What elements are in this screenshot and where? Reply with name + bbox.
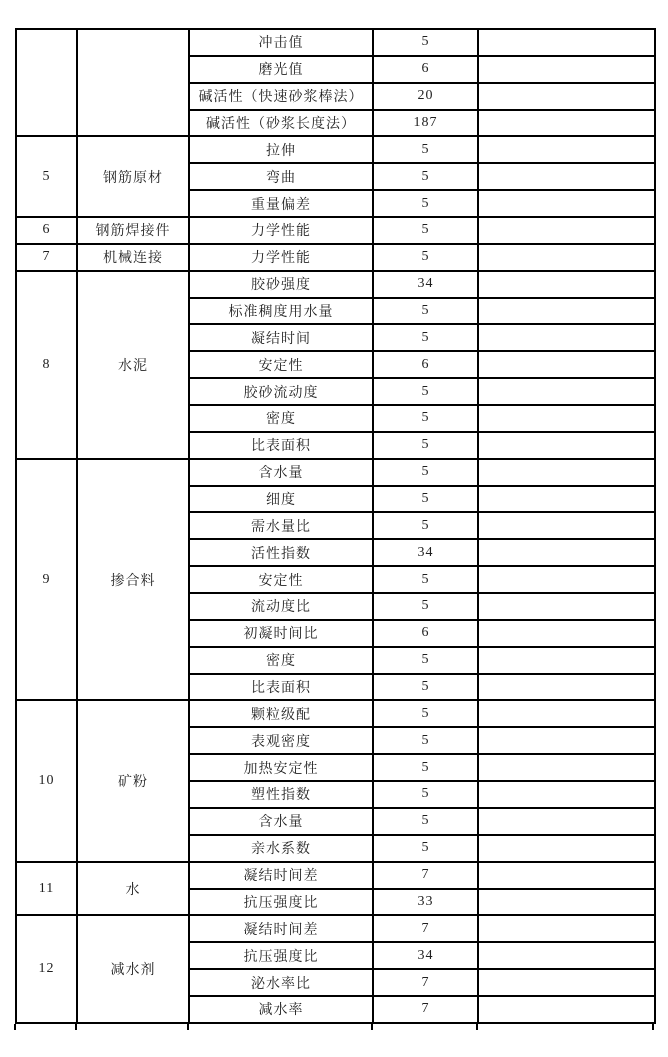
cell-blank-remark	[478, 727, 655, 754]
cell-material-category: 水	[77, 862, 189, 916]
table-row	[16, 29, 655, 56]
cell-count: 6	[373, 351, 478, 378]
cell-blank-remark	[478, 674, 655, 701]
cell-blank-remark	[478, 539, 655, 566]
table-grid-stub	[14, 1024, 16, 1030]
cell-blank-remark	[478, 163, 655, 190]
cell-material-category: 矿粉	[77, 700, 189, 861]
cell-count: 5	[373, 754, 478, 781]
cell-count: 5	[373, 486, 478, 513]
cell-test-item: 表观密度	[189, 727, 373, 754]
cell-count: 7	[373, 862, 478, 889]
cell-material-category: 掺合料	[77, 459, 189, 701]
cell-test-item: 碱活性（砂浆长度法）	[189, 110, 373, 137]
cell-count: 5	[373, 324, 478, 351]
cell-serial-number: 6	[16, 217, 77, 244]
cell-test-item: 抗压强度比	[189, 942, 373, 969]
cell-count: 34	[373, 942, 478, 969]
cell-blank-remark	[478, 889, 655, 916]
cell-count: 5	[373, 459, 478, 486]
cell-test-item: 凝结时间	[189, 324, 373, 351]
cell-count: 7	[373, 996, 478, 1023]
cell-count: 5	[373, 700, 478, 727]
cell-count: 5	[373, 566, 478, 593]
table-row	[16, 217, 655, 244]
cell-blank-remark	[478, 217, 655, 244]
cell-test-item: 需水量比	[189, 512, 373, 539]
table-row	[16, 244, 655, 271]
cell-blank-remark	[478, 136, 655, 163]
cell-blank-remark	[478, 942, 655, 969]
cell-test-item: 活性指数	[189, 539, 373, 566]
cell-count: 5	[373, 593, 478, 620]
cell-test-item: 标准稠度用水量	[189, 298, 373, 325]
cell-serial-number: 8	[16, 271, 77, 459]
test-items-table-body	[16, 29, 655, 1023]
cell-blank-remark	[478, 351, 655, 378]
cell-count: 34	[373, 271, 478, 298]
table-grid-stub	[371, 1024, 373, 1030]
cell-blank-remark	[478, 512, 655, 539]
cell-count: 5	[373, 781, 478, 808]
table-row	[16, 700, 655, 727]
cell-count: 5	[373, 647, 478, 674]
cell-count: 6	[373, 56, 478, 83]
cell-count: 5	[373, 298, 478, 325]
cell-blank-remark	[478, 620, 655, 647]
table-grid-stub	[476, 1024, 478, 1030]
cell-serial-number: 7	[16, 244, 77, 271]
cell-test-item: 流动度比	[189, 593, 373, 620]
cell-test-item: 力学性能	[189, 244, 373, 271]
cell-test-item: 塑性指数	[189, 781, 373, 808]
cell-count: 5	[373, 190, 478, 217]
cell-count: 5	[373, 29, 478, 56]
cell-material-category	[77, 29, 189, 136]
cell-blank-remark	[478, 110, 655, 137]
cell-test-item: 胶砂流动度	[189, 378, 373, 405]
cell-count: 5	[373, 512, 478, 539]
cell-serial-number: 11	[16, 862, 77, 916]
cell-material-category: 钢筋焊接件	[77, 217, 189, 244]
test-items-table	[15, 28, 656, 1024]
cell-test-item: 拉伸	[189, 136, 373, 163]
cell-count: 7	[373, 969, 478, 996]
table-row	[16, 459, 655, 486]
cell-count: 5	[373, 405, 478, 432]
cell-serial-number: 5	[16, 136, 77, 217]
cell-test-item: 减水率	[189, 996, 373, 1023]
cell-blank-remark	[478, 298, 655, 325]
cell-test-item: 碱活性（快速砂浆棒法）	[189, 83, 373, 110]
cell-material-category: 钢筋原材	[77, 136, 189, 217]
table-row	[16, 862, 655, 889]
cell-serial-number: 9	[16, 459, 77, 701]
cell-blank-remark	[478, 405, 655, 432]
cell-count: 5	[373, 217, 478, 244]
cell-count: 6	[373, 620, 478, 647]
cell-test-item: 凝结时间差	[189, 862, 373, 889]
cell-test-item: 泌水率比	[189, 969, 373, 996]
cell-test-item: 含水量	[189, 459, 373, 486]
cell-blank-remark	[478, 566, 655, 593]
cell-blank-remark	[478, 244, 655, 271]
cell-blank-remark	[478, 915, 655, 942]
cell-test-item: 含水量	[189, 808, 373, 835]
cell-serial-number	[16, 29, 77, 136]
cell-count: 5	[373, 163, 478, 190]
cell-test-item: 凝结时间差	[189, 915, 373, 942]
table-row	[16, 915, 655, 942]
cell-blank-remark	[478, 56, 655, 83]
cell-test-item: 重量偏差	[189, 190, 373, 217]
cell-serial-number: 12	[16, 915, 77, 1023]
cell-count: 34	[373, 539, 478, 566]
cell-blank-remark	[478, 486, 655, 513]
cell-test-item: 力学性能	[189, 217, 373, 244]
cell-test-item: 初凝时间比	[189, 620, 373, 647]
cell-material-category: 减水剂	[77, 915, 189, 1023]
cell-blank-remark	[478, 324, 655, 351]
cell-count: 5	[373, 727, 478, 754]
cell-blank-remark	[478, 969, 655, 996]
cell-test-item: 抗压强度比	[189, 889, 373, 916]
cell-serial-number: 10	[16, 700, 77, 861]
cell-blank-remark	[478, 700, 655, 727]
cell-test-item: 弯曲	[189, 163, 373, 190]
cell-material-category: 机械连接	[77, 244, 189, 271]
cell-test-item: 比表面积	[189, 432, 373, 459]
cell-count: 5	[373, 432, 478, 459]
cell-test-item: 颗粒级配	[189, 700, 373, 727]
cell-blank-remark	[478, 647, 655, 674]
cell-count: 33	[373, 889, 478, 916]
cell-count: 7	[373, 915, 478, 942]
cell-test-item: 安定性	[189, 351, 373, 378]
cell-count: 5	[373, 835, 478, 862]
cell-count: 5	[373, 244, 478, 271]
cell-count: 5	[373, 808, 478, 835]
cell-test-item: 密度	[189, 405, 373, 432]
cell-test-item: 加热安定性	[189, 754, 373, 781]
cell-test-item: 磨光值	[189, 56, 373, 83]
cell-count: 20	[373, 83, 478, 110]
cell-test-item: 细度	[189, 486, 373, 513]
cell-blank-remark	[478, 378, 655, 405]
cell-blank-remark	[478, 862, 655, 889]
cell-blank-remark	[478, 190, 655, 217]
cell-blank-remark	[478, 593, 655, 620]
cell-blank-remark	[478, 754, 655, 781]
table-row	[16, 136, 655, 163]
cell-count: 187	[373, 110, 478, 137]
cell-test-item: 安定性	[189, 566, 373, 593]
cell-test-item: 密度	[189, 647, 373, 674]
table-grid-stub	[187, 1024, 189, 1030]
cell-test-item: 胶砂强度	[189, 271, 373, 298]
cell-test-item: 比表面积	[189, 674, 373, 701]
table-grid-stub	[652, 1024, 654, 1030]
cell-test-item: 冲击值	[189, 29, 373, 56]
cell-blank-remark	[478, 996, 655, 1023]
table-grid-stub	[75, 1024, 77, 1030]
cell-blank-remark	[478, 271, 655, 298]
cell-test-item: 亲水系数	[189, 835, 373, 862]
cell-count: 5	[373, 674, 478, 701]
cell-material-category: 水泥	[77, 271, 189, 459]
table-row	[16, 271, 655, 298]
cell-blank-remark	[478, 432, 655, 459]
cell-count: 5	[373, 378, 478, 405]
cell-blank-remark	[478, 83, 655, 110]
cell-count: 5	[373, 136, 478, 163]
cell-blank-remark	[478, 808, 655, 835]
cell-blank-remark	[478, 835, 655, 862]
cell-blank-remark	[478, 29, 655, 56]
cell-blank-remark	[478, 781, 655, 808]
cell-blank-remark	[478, 459, 655, 486]
